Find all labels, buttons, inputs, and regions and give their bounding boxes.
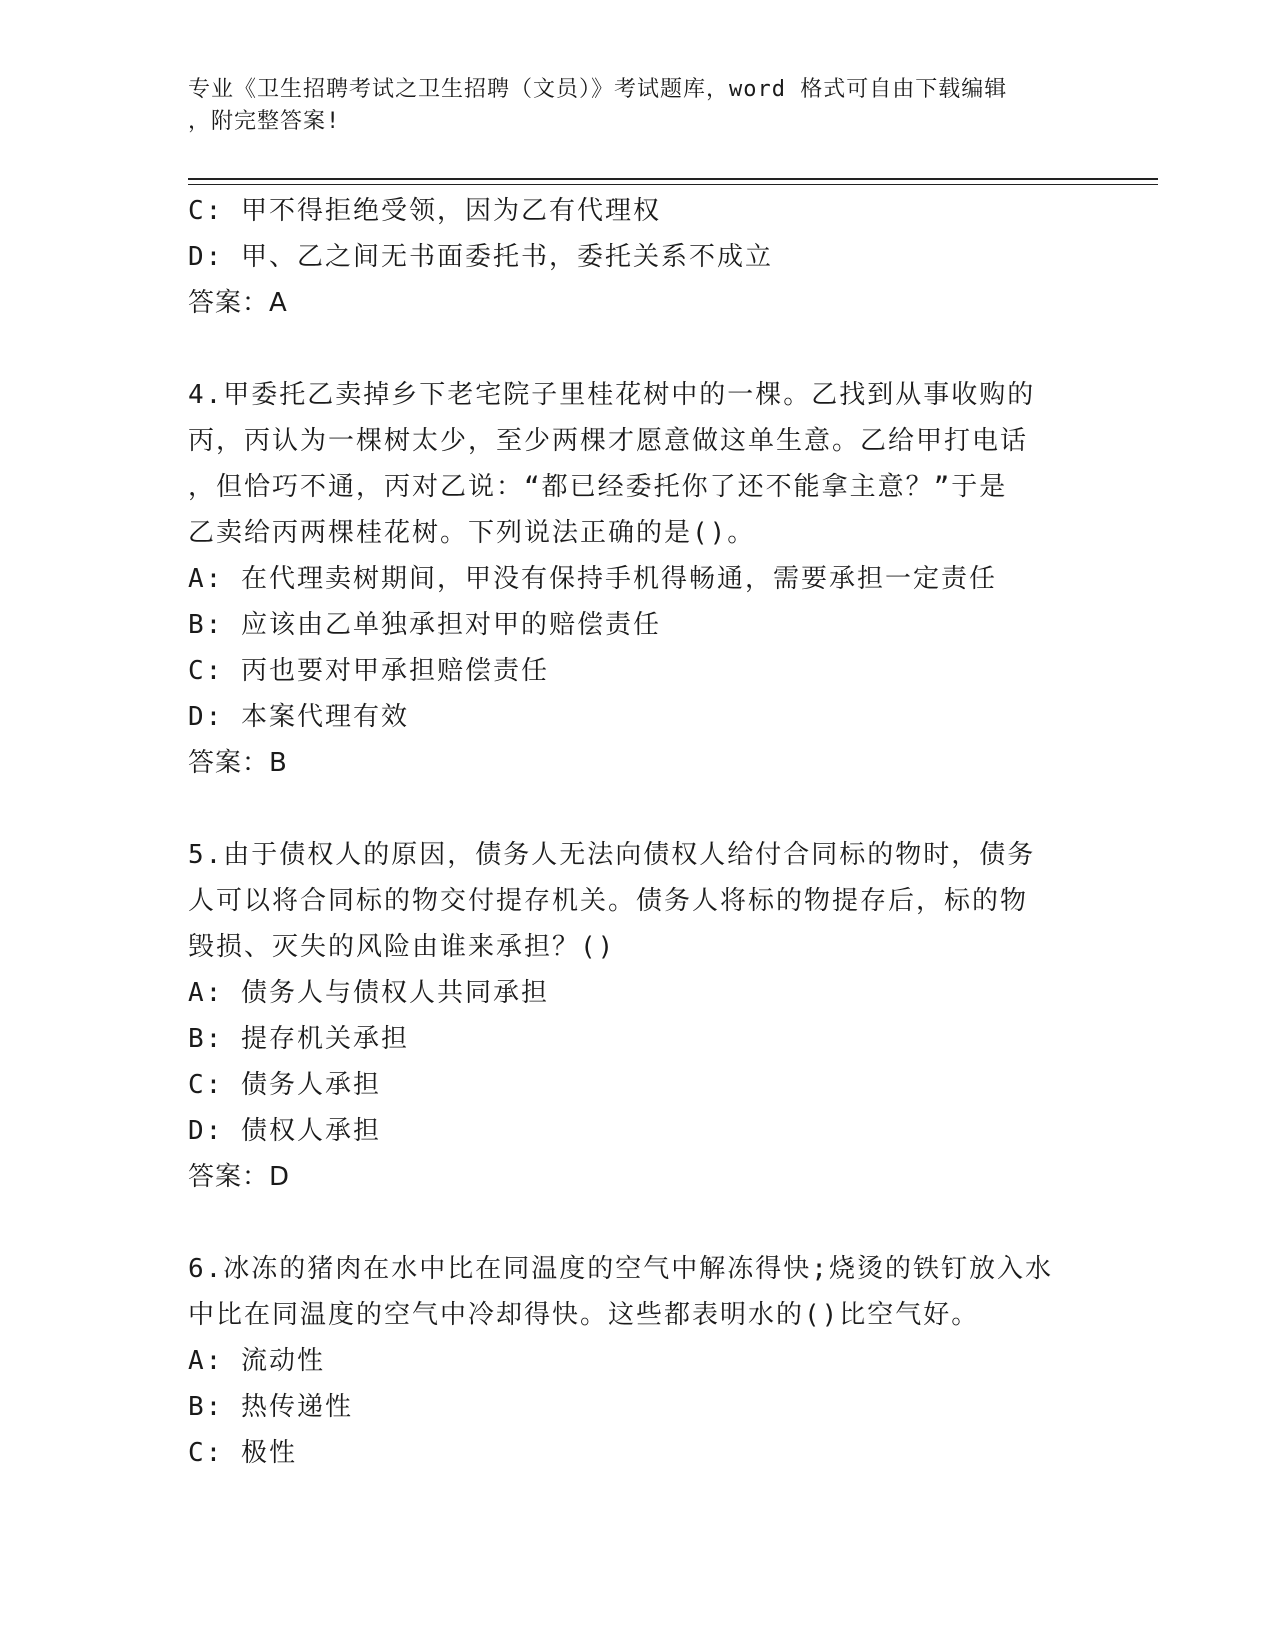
- option-a: A: 债务人与债权人共同承担: [188, 978, 549, 1008]
- option-d: D: 甲、乙之间无书面委托书，委托关系不成立: [188, 242, 773, 272]
- question-list: [188, 188, 1088, 1476]
- option-a: A: 流动性: [188, 1346, 325, 1376]
- question-3: [188, 188, 1088, 326]
- header-title-line-2: ，附完整答案!: [188, 109, 341, 134]
- option-d: D: 本案代理有效: [188, 702, 409, 732]
- option-c: C: 丙也要对甲承担赔偿责任: [188, 656, 549, 686]
- question-spacer: [188, 326, 1088, 372]
- option-d: D: 债权人承担: [188, 1116, 381, 1146]
- answer-label: 答案：A: [188, 288, 288, 318]
- question-stem-line: 4.甲委托乙卖掉乡下老宅院子里桂花树中的一棵。乙找到从事收购的: [188, 380, 1036, 410]
- question-stem-line: 丙，丙认为一棵树太少，至少两棵才愿意做这单生意。乙给甲打电话: [188, 426, 1029, 456]
- question-stem-line: 6.冰冻的猪肉在水中比在同温度的空气中解冻得快;烧烫的铁钉放入水: [188, 1254, 1053, 1284]
- document-header: [188, 74, 1068, 138]
- header-rule-thin: [188, 184, 1158, 185]
- answer-label: 答案：D: [188, 1162, 291, 1192]
- header-title-line-1: 专业《卫生招聘考试之卫生招聘（文员）》考试题库，word 格式可自由下载编辑: [188, 77, 1008, 102]
- question-stem-line: 人可以将合同标的物交付提存机关。债务人将标的物提存后，标的物: [188, 886, 1029, 916]
- question-stem-line: 中比在同温度的空气中冷却得快。这些都表明水的()比空气好。: [188, 1300, 980, 1330]
- option-b: B: 应该由乙单独承担对甲的赔偿责任: [188, 610, 661, 640]
- option-c: C: 极性: [188, 1438, 297, 1468]
- question-stem-line: 5.由于债权人的原因，债务人无法向债权人给付合同标的物时，债务: [188, 840, 1036, 870]
- option-c: C: 甲不得拒绝受领，因为乙有代理权: [188, 196, 661, 226]
- answer-label: 答案：B: [188, 748, 288, 778]
- option-a: A: 在代理卖树期间，甲没有保持手机得畅通，需要承担一定责任: [188, 564, 997, 594]
- question-stem-line: 毁损、灭失的风险由谁来承担？(): [188, 932, 616, 962]
- question-spacer: [188, 1200, 1088, 1246]
- question-4: [188, 372, 1088, 786]
- question-5: [188, 832, 1088, 1200]
- header-rule-thick: [188, 178, 1158, 180]
- question-spacer: [188, 786, 1088, 832]
- option-b: B: 热传递性: [188, 1392, 353, 1422]
- question-6: [188, 1246, 1088, 1476]
- option-b: B: 提存机关承担: [188, 1024, 409, 1054]
- question-stem-line: 乙卖给丙两棵桂花树。下列说法正确的是()。: [188, 518, 756, 548]
- question-stem-line: ，但恰巧不通，丙对乙说：“都已经委托你了还不能拿主意？”于是: [188, 472, 1008, 502]
- option-c: C: 债务人承担: [188, 1070, 381, 1100]
